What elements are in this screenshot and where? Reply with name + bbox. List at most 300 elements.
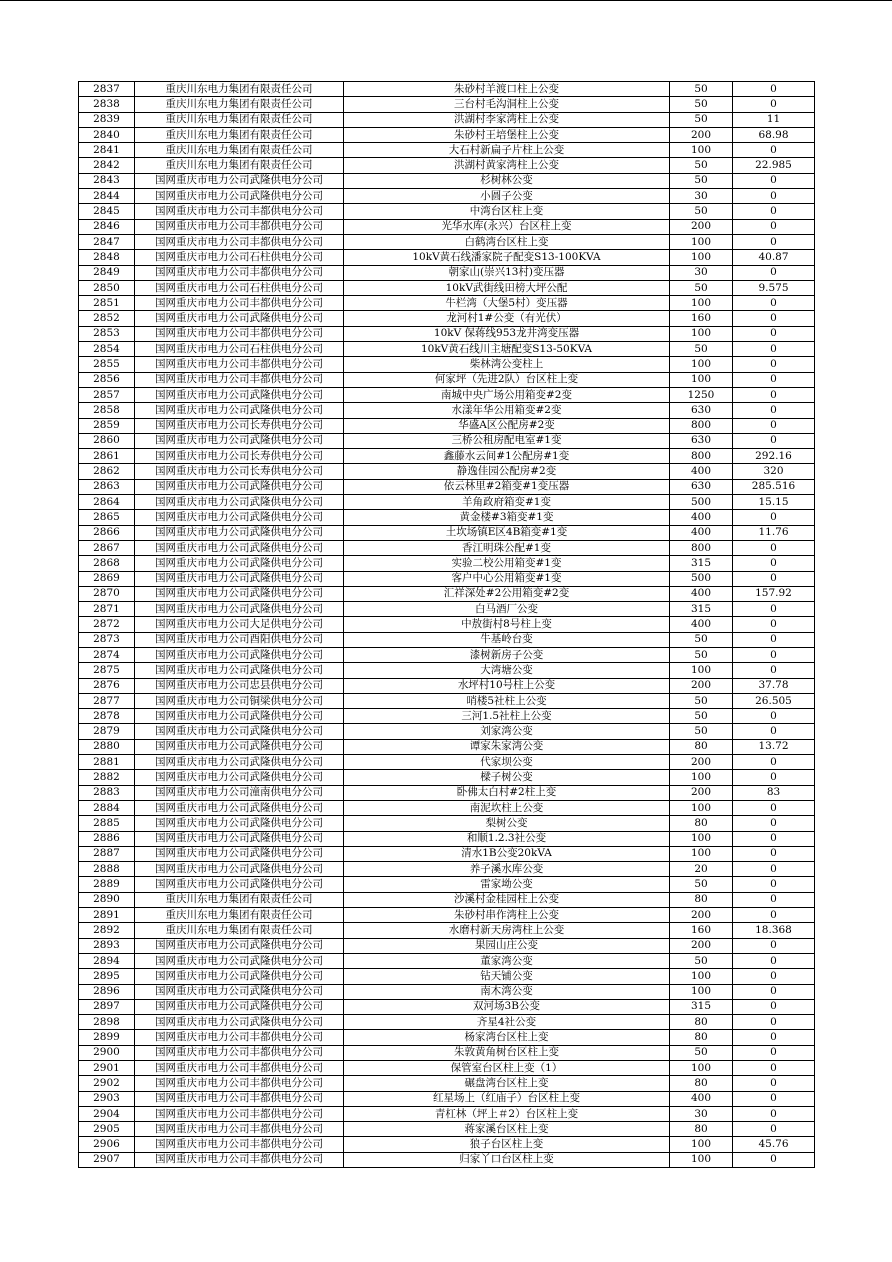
transformer-name-cell: 梨树公变	[344, 816, 670, 831]
row-index-cell: 2888	[79, 862, 135, 877]
row-index-cell: 2898	[79, 1015, 135, 1030]
transformer-name-cell: 洪湖村李家湾柱上公变	[344, 112, 670, 127]
capacity-cell: 100	[670, 984, 733, 999]
table-row	[79, 127, 815, 142]
capacity-cell: 80	[670, 1015, 733, 1030]
table-row	[79, 433, 815, 448]
table-row	[79, 571, 815, 586]
table-row	[79, 158, 815, 173]
capacity-cell: 30	[670, 189, 733, 204]
value-cell: 0	[733, 632, 815, 647]
company-cell: 国网重庆市电力公司丰都供电分公司	[135, 1076, 344, 1091]
capacity-cell: 50	[670, 82, 733, 97]
capacity-cell: 50	[670, 280, 733, 295]
value-cell: 0	[733, 724, 815, 739]
capacity-cell: 200	[670, 785, 733, 800]
row-index-cell: 2890	[79, 892, 135, 907]
capacity-cell: 50	[670, 647, 733, 662]
transformer-name-cell: 客户中心公用箱变#1变	[344, 571, 670, 586]
table-row	[79, 357, 815, 372]
value-cell: 0	[733, 357, 815, 372]
row-index-cell: 2886	[79, 831, 135, 846]
company-cell: 国网重庆市电力公司武隆供电分公司	[135, 816, 344, 831]
table-row	[79, 846, 815, 861]
row-index-cell: 2904	[79, 1106, 135, 1121]
value-cell: 13.72	[733, 739, 815, 754]
table-row	[79, 1122, 815, 1137]
transformer-name-cell: 汇祥深处#2公用箱变#2变	[344, 586, 670, 601]
capacity-cell: 100	[670, 1137, 733, 1152]
table-row	[79, 1030, 815, 1045]
capacity-cell: 50	[670, 112, 733, 127]
row-index-cell: 2867	[79, 540, 135, 555]
table-row	[79, 387, 815, 402]
capacity-cell: 100	[670, 800, 733, 815]
company-cell: 国网重庆市电力公司丰都供电分公司	[135, 234, 344, 249]
transformer-name-cell: 三河1.5社柱上公变	[344, 709, 670, 724]
table-row	[79, 892, 815, 907]
capacity-cell: 100	[670, 296, 733, 311]
table-row	[79, 265, 815, 280]
value-cell: 0	[733, 265, 815, 280]
capacity-cell: 50	[670, 158, 733, 173]
capacity-cell: 50	[670, 953, 733, 968]
capacity-cell: 50	[670, 342, 733, 357]
table-row	[79, 984, 815, 999]
value-cell: 0	[733, 877, 815, 892]
row-index-cell: 2863	[79, 479, 135, 494]
company-cell: 国网重庆市电力公司武隆供电分公司	[135, 663, 344, 678]
company-cell: 国网重庆市电力公司武隆供电分公司	[135, 770, 344, 785]
transformer-name-cell: 大石村新扁子片柱上公变	[344, 143, 670, 158]
transformer-name-cell: 水坪村10号柱上公变	[344, 678, 670, 693]
capacity-cell: 100	[670, 846, 733, 861]
transformer-name-cell: 南木湾公变	[344, 984, 670, 999]
transformer-name-cell: 白鹤湾台区柱上变	[344, 234, 670, 249]
company-cell: 国网重庆市电力公司丰都供电分公司	[135, 326, 344, 341]
row-index-cell: 2845	[79, 204, 135, 219]
company-cell: 国网重庆市电力公司武隆供电分公司	[135, 709, 344, 724]
capacity-cell: 200	[670, 127, 733, 142]
value-cell: 0	[733, 372, 815, 387]
value-cell: 0	[733, 709, 815, 724]
capacity-cell: 400	[670, 510, 733, 525]
table-row	[79, 1015, 815, 1030]
transformer-name-cell: 代家坝公变	[344, 755, 670, 770]
value-cell: 26.505	[733, 693, 815, 708]
transformer-name-cell: 水磨村新天房湾柱上公变	[344, 923, 670, 938]
company-cell: 国网重庆市电力公司石柱供电分公司	[135, 280, 344, 295]
table-row	[79, 280, 815, 295]
value-cell: 0	[733, 403, 815, 418]
value-cell: 0	[733, 846, 815, 861]
transformer-name-cell: 南泥坎柱上公变	[344, 800, 670, 815]
table-row	[79, 724, 815, 739]
value-cell: 0	[733, 1152, 815, 1167]
capacity-cell: 50	[670, 693, 733, 708]
transformer-name-cell: 卧佛太白村#2柱上变	[344, 785, 670, 800]
table-row	[79, 464, 815, 479]
value-cell: 0	[733, 816, 815, 831]
transformer-name-cell: 果园山庄公变	[344, 938, 670, 953]
table-row	[79, 770, 815, 785]
row-index-cell: 2847	[79, 234, 135, 249]
row-index-cell: 2873	[79, 632, 135, 647]
table-row	[79, 479, 815, 494]
table-row	[79, 969, 815, 984]
table-row	[79, 449, 815, 464]
company-cell: 国网重庆市电力公司武隆供电分公司	[135, 571, 344, 586]
capacity-cell: 80	[670, 816, 733, 831]
value-cell: 0	[733, 617, 815, 632]
row-index-cell: 2883	[79, 785, 135, 800]
transformer-name-cell: 小圆子公变	[344, 189, 670, 204]
transformer-name-cell: 大湾塘公变	[344, 663, 670, 678]
transformer-name-cell: 朝家山(崇兴13村)变压器	[344, 265, 670, 280]
value-cell: 0	[733, 984, 815, 999]
company-cell: 国网重庆市电力公司石柱供电分公司	[135, 342, 344, 357]
value-cell: 0	[733, 326, 815, 341]
company-cell: 国网重庆市电力公司武隆供电分公司	[135, 938, 344, 953]
value-cell: 0	[733, 1030, 815, 1045]
capacity-cell: 100	[670, 1152, 733, 1167]
value-cell: 0	[733, 540, 815, 555]
capacity-cell: 500	[670, 495, 733, 510]
capacity-cell: 800	[670, 449, 733, 464]
value-cell: 0	[733, 831, 815, 846]
company-cell: 国网重庆市电力公司石柱供电分公司	[135, 250, 344, 265]
company-cell: 国网重庆市电力公司丰都供电分公司	[135, 1106, 344, 1121]
capacity-cell: 500	[670, 571, 733, 586]
transformer-name-cell: 朱砂村串作湾柱上公变	[344, 908, 670, 923]
row-index-cell: 2841	[79, 143, 135, 158]
capacity-cell: 200	[670, 219, 733, 234]
row-index-cell: 2897	[79, 999, 135, 1014]
capacity-cell: 30	[670, 1106, 733, 1121]
value-cell: 0	[733, 969, 815, 984]
company-cell: 国网重庆市电力公司武隆供电分公司	[135, 862, 344, 877]
capacity-cell: 80	[670, 1122, 733, 1137]
transformer-name-cell: 蒋家溪台区柱上变	[344, 1122, 670, 1137]
row-index-cell: 2856	[79, 372, 135, 387]
row-index-cell: 2849	[79, 265, 135, 280]
company-cell: 国网重庆市电力公司武隆供电分公司	[135, 647, 344, 662]
capacity-cell: 315	[670, 556, 733, 571]
transformer-name-cell: 狼子台区柱上变	[344, 1137, 670, 1152]
company-cell: 重庆川东电力集团有限责任公司	[135, 143, 344, 158]
company-cell: 国网重庆市电力公司武隆供电分公司	[135, 755, 344, 770]
transformer-name-cell: 土坎场镇E区4B箱变#1变	[344, 525, 670, 540]
capacity-cell: 50	[670, 632, 733, 647]
transformer-name-cell: 红星场上（红庙子）台区柱上变	[344, 1091, 670, 1106]
capacity-cell: 100	[670, 372, 733, 387]
table-row	[79, 540, 815, 555]
company-cell: 国网重庆市电力公司丰都供电分公司	[135, 1137, 344, 1152]
transformer-name-cell: 牛基岭台变	[344, 632, 670, 647]
table-row	[79, 173, 815, 188]
company-cell: 重庆川东电力集团有限责任公司	[135, 158, 344, 173]
transformer-name-cell: 朱砂村王培堡柱上公变	[344, 127, 670, 142]
table-row	[79, 250, 815, 265]
table-row	[79, 1152, 815, 1167]
row-index-cell: 2870	[79, 586, 135, 601]
value-cell: 0	[733, 173, 815, 188]
capacity-cell: 200	[670, 755, 733, 770]
value-cell: 11.76	[733, 525, 815, 540]
capacity-cell: 800	[670, 418, 733, 433]
transformer-name-cell: 静逸佳园公配房#2变	[344, 464, 670, 479]
company-cell: 国网重庆市电力公司武隆供电分公司	[135, 602, 344, 617]
transformer-name-cell: 10kV武街线田榜大坪公配	[344, 280, 670, 295]
table-row	[79, 877, 815, 892]
capacity-cell: 80	[670, 1076, 733, 1091]
table-row	[79, 785, 815, 800]
table-row	[79, 143, 815, 158]
transformer-name-cell: 清水1B公变20kVA	[344, 846, 670, 861]
table-row	[79, 953, 815, 968]
capacity-cell: 200	[670, 908, 733, 923]
value-cell: 0	[733, 755, 815, 770]
company-cell: 国网重庆市电力公司丰都供电分公司	[135, 1152, 344, 1167]
table-row	[79, 97, 815, 112]
row-index-cell: 2844	[79, 189, 135, 204]
capacity-cell: 315	[670, 999, 733, 1014]
value-cell: 45.76	[733, 1137, 815, 1152]
capacity-cell: 50	[670, 709, 733, 724]
value-cell: 0	[733, 1045, 815, 1060]
transformer-name-cell: 鑫藤水云间#1公配房#1变	[344, 449, 670, 464]
company-cell: 国网重庆市电力公司丰都供电分公司	[135, 1091, 344, 1106]
table-row	[79, 510, 815, 525]
table-row	[79, 204, 815, 219]
table-row	[79, 862, 815, 877]
value-cell: 157.92	[733, 586, 815, 601]
company-cell: 国网重庆市电力公司武隆供电分公司	[135, 479, 344, 494]
table-body	[79, 82, 815, 1168]
capacity-cell: 100	[670, 969, 733, 984]
capacity-cell: 100	[670, 234, 733, 249]
transformer-name-cell: 养子溪水库公变	[344, 862, 670, 877]
row-index-cell: 2871	[79, 602, 135, 617]
table-row	[79, 1076, 815, 1091]
capacity-cell: 160	[670, 923, 733, 938]
value-cell: 0	[733, 770, 815, 785]
transformer-name-cell: 青杠林（坪上＃2）台区柱上变	[344, 1106, 670, 1121]
transformer-name-cell: 中敖街村8号柱上变	[344, 617, 670, 632]
company-cell: 重庆川东电力集团有限责任公司	[135, 923, 344, 938]
row-index-cell: 2840	[79, 127, 135, 142]
row-index-cell: 2889	[79, 877, 135, 892]
table-row	[79, 938, 815, 953]
value-cell: 0	[733, 999, 815, 1014]
value-cell: 0	[733, 204, 815, 219]
value-cell: 0	[733, 418, 815, 433]
table-row	[79, 602, 815, 617]
transformer-name-cell: 10kV黄石线潘家院子配变S13-100KVA	[344, 250, 670, 265]
transformer-name-cell: 朱砂村羊渡口柱上公变	[344, 82, 670, 97]
capacity-cell: 400	[670, 464, 733, 479]
transformer-name-cell: 三桥公租房配电室#1变	[344, 433, 670, 448]
transformer-name-cell: 董家湾公变	[344, 953, 670, 968]
company-cell: 国网重庆市电力公司潼南供电分公司	[135, 785, 344, 800]
table-row	[79, 693, 815, 708]
row-index-cell: 2859	[79, 418, 135, 433]
transformer-name-cell: 齐星4社公变	[344, 1015, 670, 1030]
capacity-cell: 50	[670, 724, 733, 739]
company-cell: 国网重庆市电力公司酉阳供电分公司	[135, 632, 344, 647]
row-index-cell: 2893	[79, 938, 135, 953]
transformer-table	[78, 81, 815, 1168]
company-cell: 国网重庆市电力公司丰都供电分公司	[135, 204, 344, 219]
row-index-cell: 2851	[79, 296, 135, 311]
transformer-name-cell: 香江明珠公配#1变	[344, 540, 670, 555]
value-cell: 0	[733, 1076, 815, 1091]
transformer-name-cell: 哨楼5社柱上公变	[344, 693, 670, 708]
transformer-name-cell: 实验二校公用箱变#1变	[344, 556, 670, 571]
company-cell: 国网重庆市电力公司武隆供电分公司	[135, 953, 344, 968]
table-row	[79, 1045, 815, 1060]
row-index-cell: 2855	[79, 357, 135, 372]
value-cell: 0	[733, 342, 815, 357]
row-index-cell: 2901	[79, 1061, 135, 1076]
row-index-cell: 2865	[79, 510, 135, 525]
transformer-name-cell: 华盛A区公配房#2变	[344, 418, 670, 433]
row-index-cell: 2848	[79, 250, 135, 265]
table-row	[79, 82, 815, 97]
value-cell: 37.78	[733, 678, 815, 693]
company-cell: 国网重庆市电力公司武隆供电分公司	[135, 969, 344, 984]
transformer-name-cell: 何家坪（先进2队）台区柱上变	[344, 372, 670, 387]
capacity-cell: 200	[670, 678, 733, 693]
value-cell: 0	[733, 510, 815, 525]
value-cell: 0	[733, 296, 815, 311]
company-cell: 国网重庆市电力公司武隆供电分公司	[135, 525, 344, 540]
capacity-cell: 100	[670, 770, 733, 785]
capacity-cell: 100	[670, 326, 733, 341]
row-index-cell: 2868	[79, 556, 135, 571]
capacity-cell: 80	[670, 739, 733, 754]
company-cell: 国网重庆市电力公司长寿供电分公司	[135, 464, 344, 479]
table-row	[79, 1091, 815, 1106]
value-cell: 0	[733, 1106, 815, 1121]
table-row	[79, 556, 815, 571]
value-cell: 0	[733, 892, 815, 907]
capacity-cell: 400	[670, 1091, 733, 1106]
company-cell: 国网重庆市电力公司武隆供电分公司	[135, 556, 344, 571]
transformer-name-cell: 碾盘湾台区柱上变	[344, 1076, 670, 1091]
row-index-cell: 2879	[79, 724, 135, 739]
company-cell: 国网重庆市电力公司长寿供电分公司	[135, 418, 344, 433]
capacity-cell: 100	[670, 357, 733, 372]
company-cell: 国网重庆市电力公司长寿供电分公司	[135, 449, 344, 464]
company-cell: 国网重庆市电力公司丰都供电分公司	[135, 357, 344, 372]
company-cell: 国网重庆市电力公司大足供电分公司	[135, 617, 344, 632]
capacity-cell: 100	[670, 1061, 733, 1076]
table-row	[79, 831, 815, 846]
row-index-cell: 2839	[79, 112, 135, 127]
transformer-name-cell: 双河场3B公变	[344, 999, 670, 1014]
value-cell: 22.985	[733, 158, 815, 173]
capacity-cell: 315	[670, 602, 733, 617]
capacity-cell: 400	[670, 586, 733, 601]
company-cell: 国网重庆市电力公司丰都供电分公司	[135, 265, 344, 280]
transformer-name-cell: 保管室台区柱上变（1）	[344, 1061, 670, 1076]
company-cell: 重庆川东电力集团有限责任公司	[135, 97, 344, 112]
table-row	[79, 495, 815, 510]
table-row	[79, 999, 815, 1014]
capacity-cell: 30	[670, 265, 733, 280]
capacity-cell: 50	[670, 97, 733, 112]
company-cell: 国网重庆市电力公司武隆供电分公司	[135, 540, 344, 555]
value-cell: 0	[733, 387, 815, 402]
value-cell: 320	[733, 464, 815, 479]
company-cell: 国网重庆市电力公司武隆供电分公司	[135, 984, 344, 999]
transformer-name-cell: 白马酒厂公变	[344, 602, 670, 617]
transformer-name-cell: 龙河村1#公变（有光伏）	[344, 311, 670, 326]
company-cell: 国网重庆市电力公司丰都供电分公司	[135, 372, 344, 387]
company-cell: 重庆川东电力集团有限责任公司	[135, 892, 344, 907]
capacity-cell: 100	[670, 250, 733, 265]
company-cell: 国网重庆市电力公司武隆供电分公司	[135, 311, 344, 326]
capacity-cell: 160	[670, 311, 733, 326]
row-index-cell: 2853	[79, 326, 135, 341]
row-index-cell: 2907	[79, 1152, 135, 1167]
value-cell: 285.516	[733, 479, 815, 494]
capacity-cell: 200	[670, 938, 733, 953]
row-index-cell: 2862	[79, 464, 135, 479]
company-cell: 国网重庆市电力公司丰都供电分公司	[135, 1030, 344, 1045]
table-row	[79, 678, 815, 693]
transformer-name-cell: 柴林湾公变柱上	[344, 357, 670, 372]
table-row	[79, 908, 815, 923]
company-cell: 国网重庆市电力公司武隆供电分公司	[135, 831, 344, 846]
row-index-cell: 2900	[79, 1045, 135, 1060]
company-cell: 国网重庆市电力公司武隆供电分公司	[135, 999, 344, 1014]
value-cell: 0	[733, 908, 815, 923]
value-cell: 0	[733, 234, 815, 249]
capacity-cell: 400	[670, 617, 733, 632]
company-cell: 国网重庆市电力公司武隆供电分公司	[135, 800, 344, 815]
transformer-name-cell: 樑子树公变	[344, 770, 670, 785]
table-row	[79, 1137, 815, 1152]
transformer-name-cell: 三台村毛沟洞柱上公变	[344, 97, 670, 112]
table-row	[79, 418, 815, 433]
table-row	[79, 617, 815, 632]
capacity-cell: 20	[670, 862, 733, 877]
row-index-cell: 2877	[79, 693, 135, 708]
table-row	[79, 709, 815, 724]
row-index-cell: 2858	[79, 403, 135, 418]
transformer-name-cell: 杨家湾台区柱上变	[344, 1030, 670, 1045]
table-row	[79, 755, 815, 770]
company-cell: 重庆川东电力集团有限责任公司	[135, 112, 344, 127]
row-index-cell: 2872	[79, 617, 135, 632]
company-cell: 重庆川东电力集团有限责任公司	[135, 82, 344, 97]
row-index-cell: 2881	[79, 755, 135, 770]
company-cell: 国网重庆市电力公司武隆供电分公司	[135, 387, 344, 402]
row-index-cell: 2864	[79, 495, 135, 510]
value-cell: 0	[733, 938, 815, 953]
row-index-cell: 2843	[79, 173, 135, 188]
transformer-name-cell: 归家丫口台区柱上变	[344, 1152, 670, 1167]
transformer-name-cell: 雷家坳公变	[344, 877, 670, 892]
value-cell: 0	[733, 143, 815, 158]
transformer-name-cell: 和顺1.2.3社公变	[344, 831, 670, 846]
value-cell: 15.15	[733, 495, 815, 510]
company-cell: 国网重庆市电力公司武隆供电分公司	[135, 846, 344, 861]
company-cell: 国网重庆市电力公司丰都供电分公司	[135, 1122, 344, 1137]
capacity-cell: 630	[670, 403, 733, 418]
